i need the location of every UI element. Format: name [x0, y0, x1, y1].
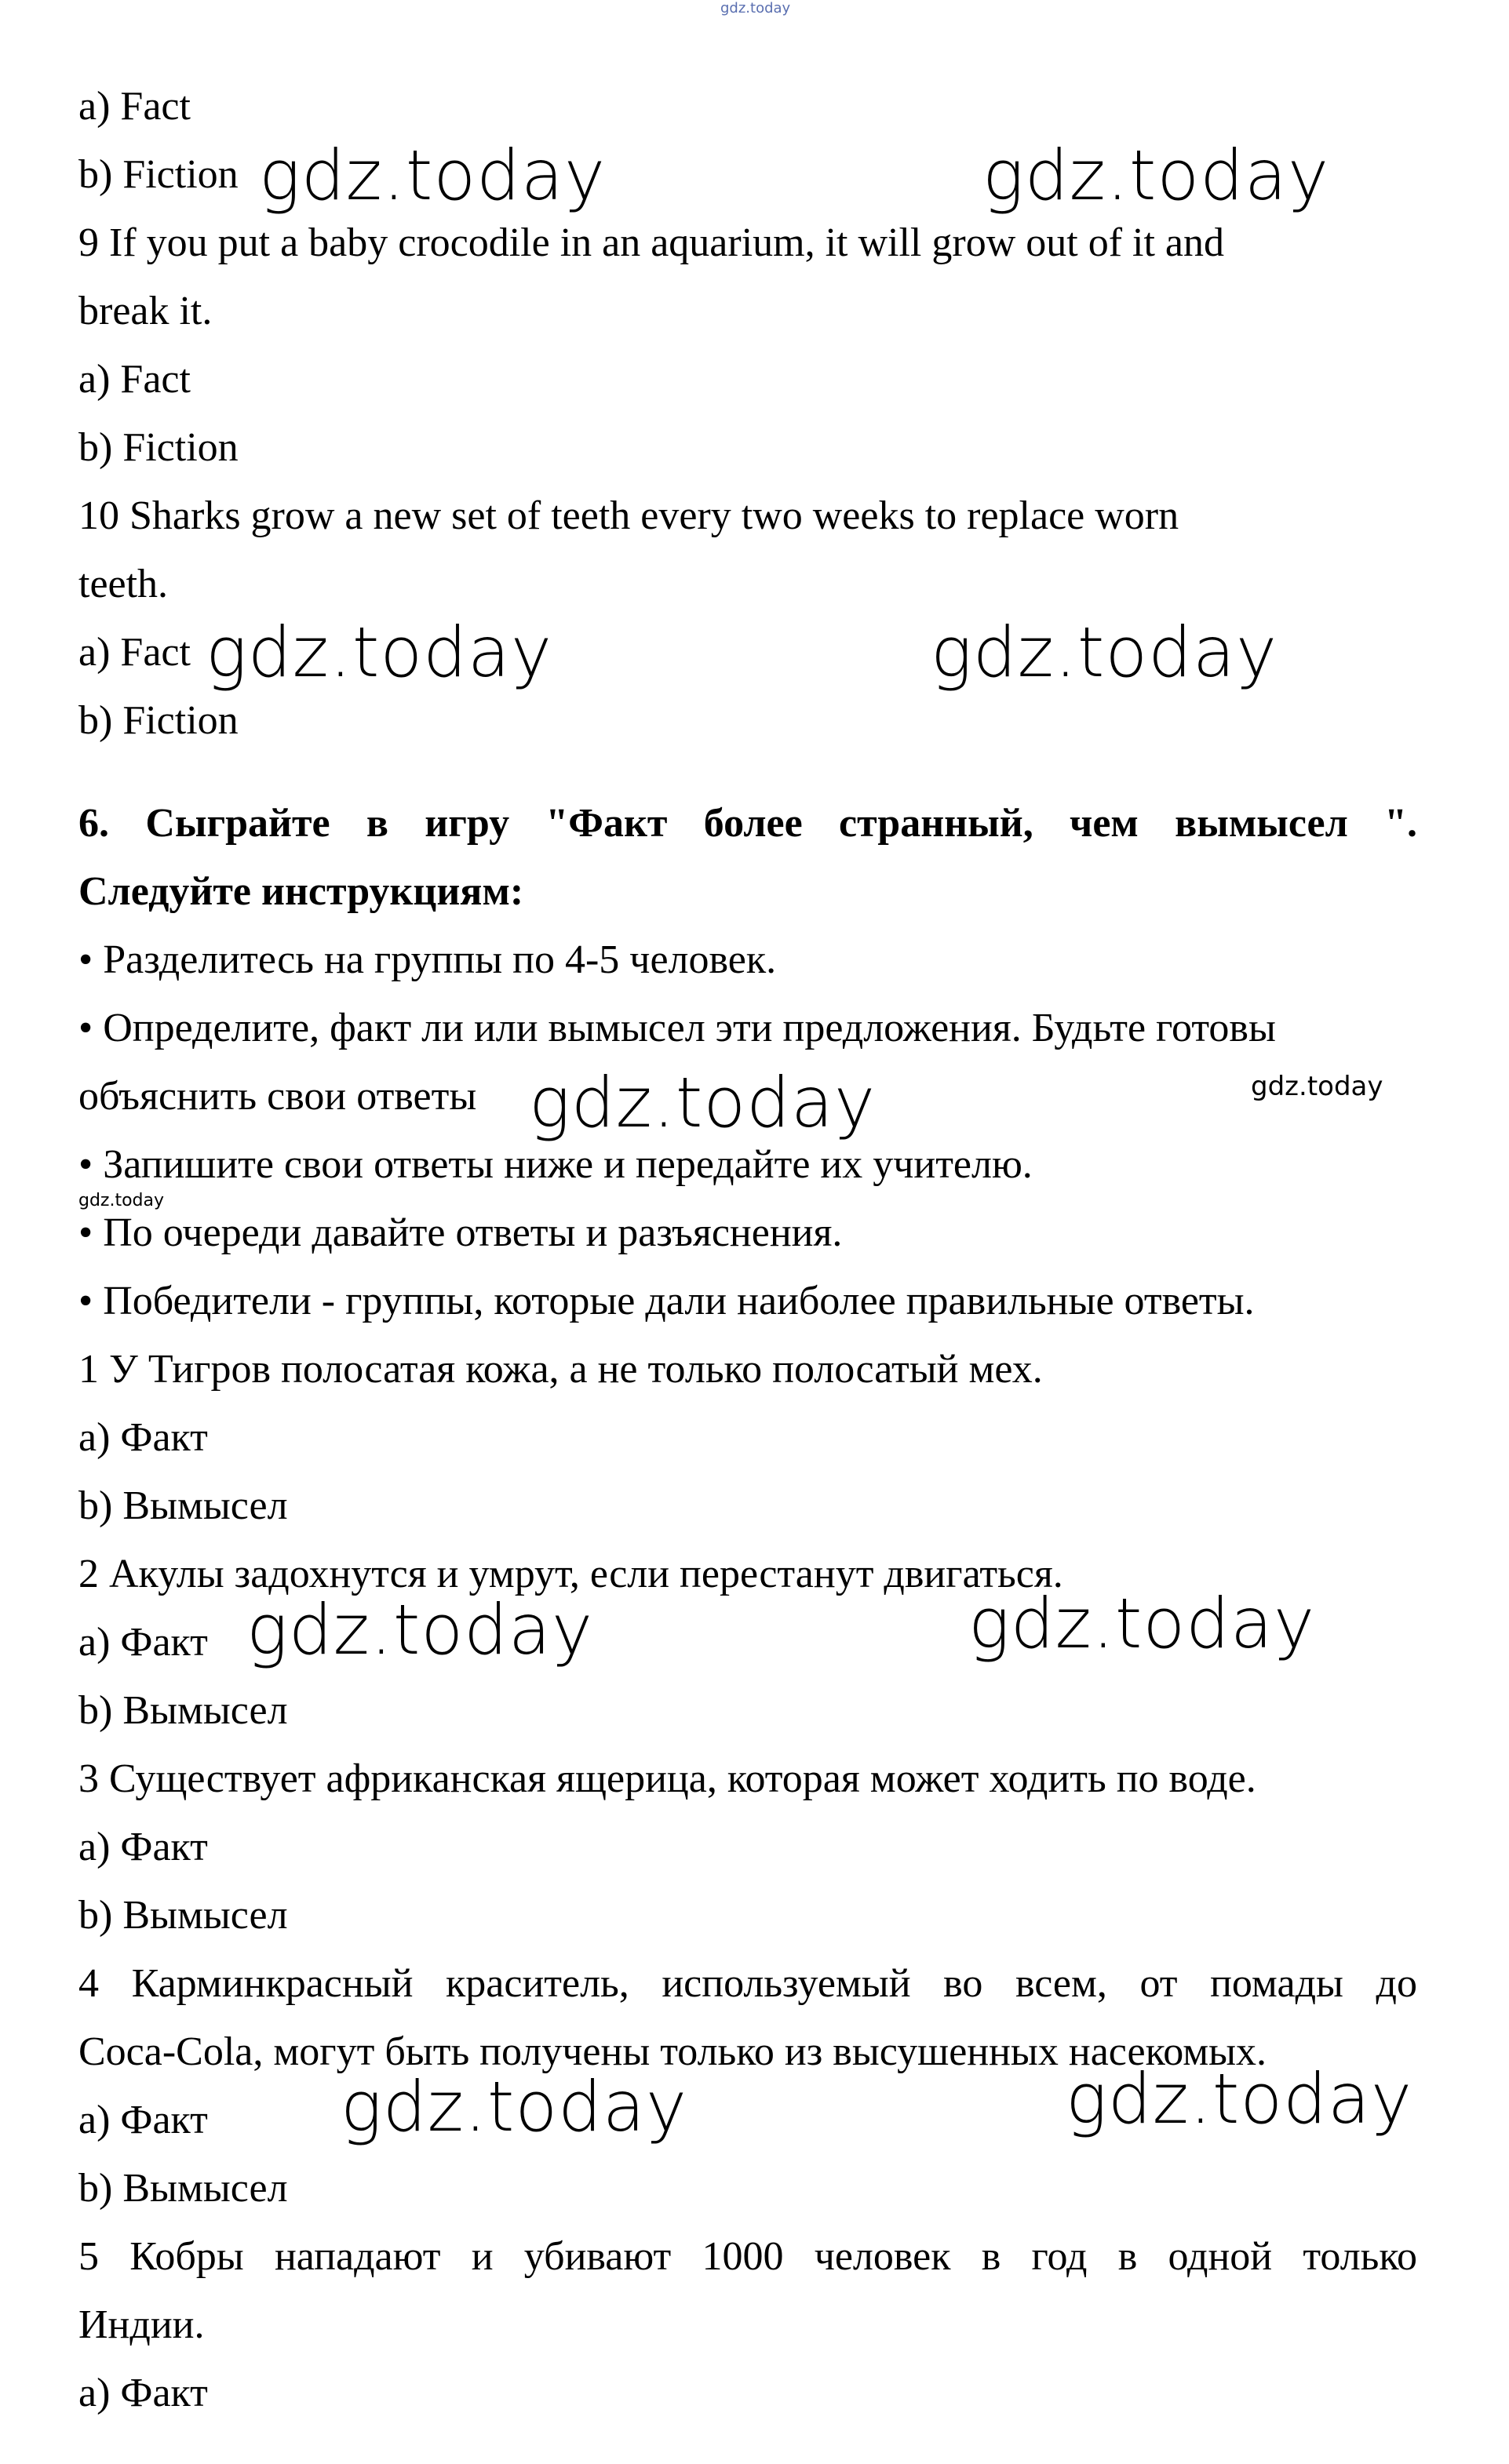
watermark: gdz.today [529, 1062, 877, 1143]
watermark: gdz.today [1066, 2058, 1413, 2139]
watermark: gdz.today [206, 612, 553, 693]
watermark-small: gdz.today [78, 1191, 165, 1210]
answer-option: а) Факт [78, 2371, 208, 2415]
watermark: gdz.today [968, 1583, 1316, 1664]
watermark: gdz.today [982, 135, 1330, 216]
answer-option: а) Факт [78, 2098, 208, 2142]
watermark-top: gdz.today [720, 0, 791, 16]
question-text: 5 Кобры нападают и убивают 1000 человек в год в одной только [78, 2234, 1417, 2279]
text-line: break it. [78, 289, 213, 333]
answer-option: а) Факт [78, 1620, 208, 1665]
text-line: teeth. [78, 562, 169, 606]
answer-option: b) Вымысел [78, 1893, 288, 1938]
instruction-item: • Запишите свои ответы ниже и передайте их учителю. [78, 1142, 1033, 1187]
question-text: 1 У Тигров полосатая кожа, а не только полосатый мех. [78, 1347, 1043, 1392]
watermark-medium: gdz.today [1251, 1071, 1383, 1102]
answer-option: а) Факт [78, 1825, 208, 1869]
text-line: a) Fact [78, 630, 191, 675]
watermark: gdz.today [259, 135, 607, 216]
question-text: 2 Акулы задохнутся и умрут, если перестанут двигаться. [78, 1552, 1063, 1596]
question-text: 4 Карминкрасный краситель, используемый во всем, от помады до [78, 1961, 1417, 2006]
exercise-heading-cont: Следуйте инструкциям: [78, 869, 524, 914]
question-text: 3 Существует африканская ящерица, которая может ходить по воде. [78, 1756, 1256, 1801]
answer-option: а) Факт [78, 1415, 208, 1460]
watermark: gdz.today [931, 612, 1278, 693]
question-text-cont: Coca-Cola, могут быть получены только из высушенных насекомых. [78, 2029, 1267, 2074]
watermark: gdz.today [341, 2066, 688, 2147]
instruction-item-cont: объяснить свои ответы [78, 1074, 477, 1119]
text-line: a) Fact [78, 357, 191, 402]
instruction-item: • Победители - группы, которые дали наиболее правильные ответы. [78, 1279, 1255, 1323]
exercise-heading: 6. Сыграйте в игру "Факт более странный, чем вымысел ". [78, 801, 1417, 846]
text-line: 9 If you put a baby crocodile in an aquarium, it will grow out of it and [78, 220, 1224, 265]
question-text-cont: Индии. [78, 2302, 205, 2347]
instruction-item: • По очереди давайте ответы и разъяснения. [78, 1210, 843, 1255]
answer-option: b) Вымысел [78, 1483, 288, 1528]
instruction-item: • Определите, факт ли или вымысел эти предложения. Будьте готовы [78, 1006, 1276, 1050]
instruction-item: • Разделитесь на группы по 4-5 человек. [78, 937, 777, 982]
answer-option: b) Вымысел [78, 2166, 288, 2211]
text-line: b) Fiction [78, 152, 239, 197]
answer-option: b) Вымысел [78, 1688, 288, 1733]
watermark: gdz.today [246, 1589, 594, 1670]
text-line: a) Fact [78, 84, 191, 129]
text-line: b) Fiction [78, 698, 239, 743]
text-line: b) Fiction [78, 425, 239, 470]
text-line: 10 Sharks grow a new set of teeth every two weeks to replace worn [78, 493, 1179, 538]
